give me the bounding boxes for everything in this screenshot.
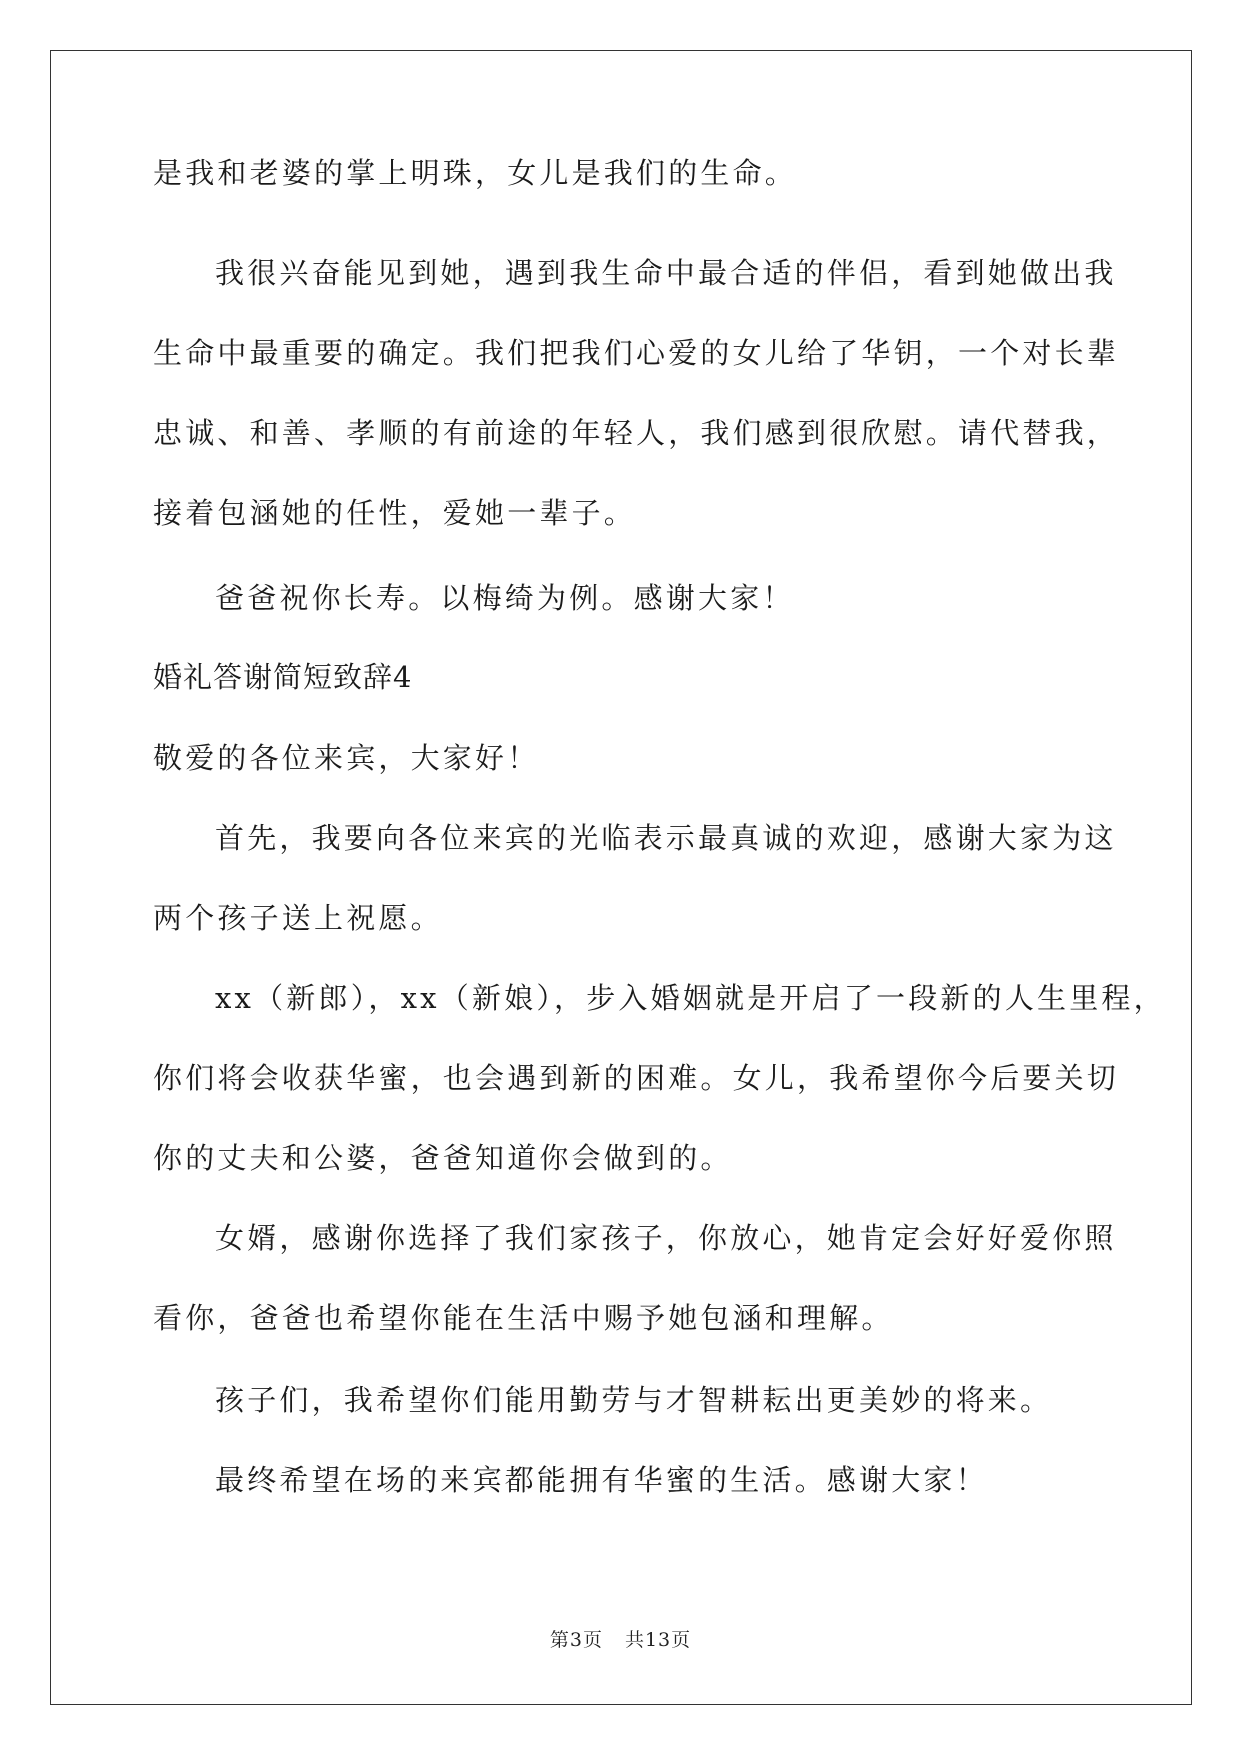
paragraph-line: 看你，爸爸也希望你能在生活中赐予她包涵和理解。: [153, 1301, 894, 1335]
paragraph-line: 女婿，感谢你选择了我们家孩子，你放心，她肯定会好好爱你照: [215, 1221, 1117, 1255]
paragraph-line: 你们将会收获华蜜，也会遇到新的困难。女儿，我希望你今后要关切: [153, 1061, 1120, 1095]
paragraph-line: 是我和老婆的掌上明珠，女儿是我们的生命。: [153, 156, 798, 190]
page-number: 第3页: [549, 1629, 603, 1651]
page-total: 共13页: [624, 1629, 692, 1651]
greeting-line: 敬爱的各位来宾，大家好！: [153, 741, 540, 775]
page-footer: [0, 1628, 1241, 1652]
paragraph-line: 我很兴奋能见到她，遇到我生命中最合适的伴侣，看到她做出我: [215, 256, 1117, 290]
paragraph-line: 孩子们，我希望你们能用勤劳与才智耕耘出更美妙的将来。: [215, 1383, 1053, 1417]
paragraph-line: 接着包涵她的任性，爱她一辈子。: [153, 496, 637, 530]
paragraph-line: 最终希望在场的来宾都能拥有华蜜的生活。感谢大家！: [215, 1463, 988, 1497]
paragraph-line: 你的丈夫和公婆，爸爸知道你会做到的。: [153, 1141, 733, 1175]
paragraph-line: xx（新郎），xx（新娘），步入婚姻就是开启了一段新的人生里程，: [215, 981, 1166, 1015]
paragraph-line: 两个孩子送上祝愿。: [153, 901, 443, 935]
paragraph-line: 爸爸祝你长寿。以梅绮为例。感谢大家！: [215, 581, 795, 615]
section-heading: 婚礼答谢简短致辞4: [153, 660, 413, 694]
paragraph-line: 生命中最重要的确定。我们把我们心爱的女儿给了华钥，一个对长辈: [153, 336, 1120, 370]
paragraph-line: 忠诚、和善、孝顺的有前途的年轻人，我们感到很欣慰。请代替我，: [153, 416, 1120, 450]
paragraph-line: 首先，我要向各位来宾的光临表示最真诚的欢迎，感谢大家为这: [215, 821, 1117, 855]
page-frame: [50, 50, 1192, 1705]
